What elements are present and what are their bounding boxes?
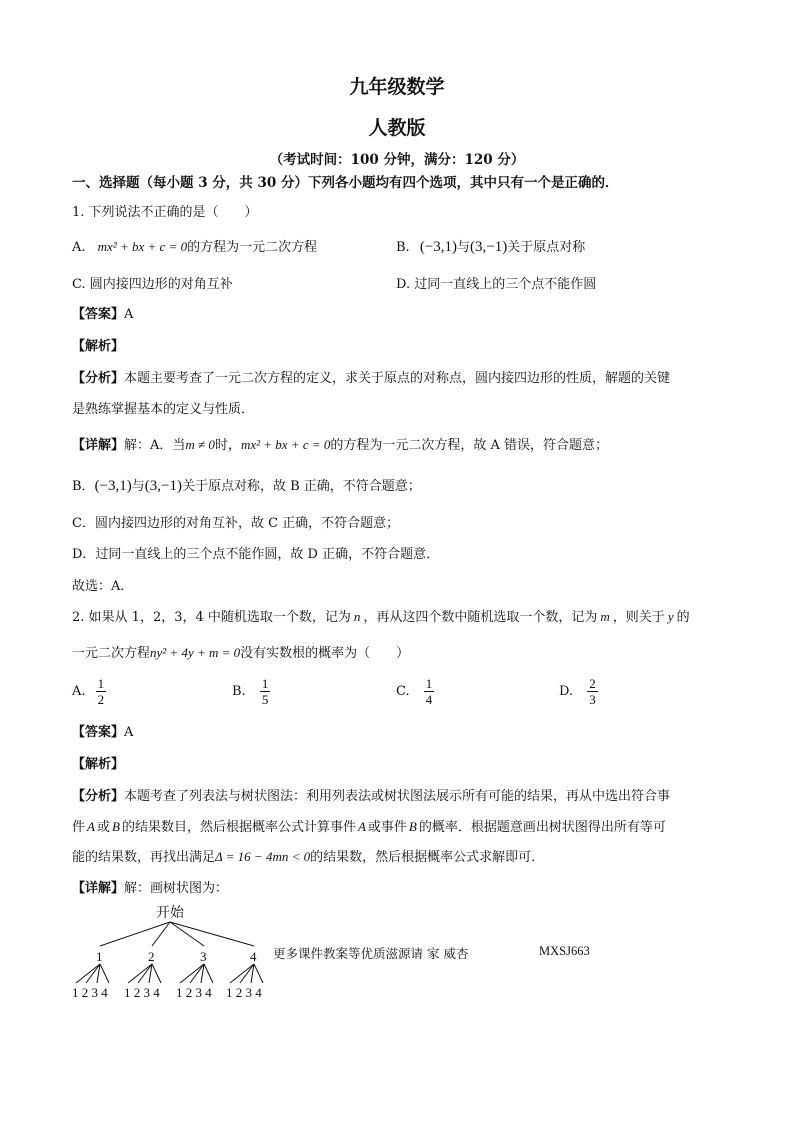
q2-fenxi-tag: 【分析】: [72, 789, 125, 804]
q1-option-b-label: B.: [396, 240, 410, 255]
q2-fenxi-3b: 的结果数，然后根据概率公式求解即可．: [310, 850, 545, 865]
q2-option-a-fraction: [96, 676, 107, 707]
q2-fenxi-2c: 的结果数目，然后根据概率公式计算事件: [121, 820, 356, 835]
q1-option-b-math2: (3,−1): [470, 239, 508, 255]
q2-fenxi-2a: 件: [72, 820, 86, 835]
q1-option-a-text: 的方程为一元二次方程: [187, 240, 318, 255]
q2-option-c-label: C.: [396, 684, 410, 699]
q2-stem-2b: 没有实数根的概率为（ ）: [240, 646, 410, 661]
tree-node-2: 2: [148, 949, 155, 964]
tree-leaves-2: 1 2 3 4: [124, 985, 160, 1000]
q2-detail-line1: [72, 877, 228, 896]
page-title: 九年级数学: [349, 76, 445, 98]
q1-detail-1m1: m ≠ 0: [185, 437, 215, 452]
q2-stem-1b: ，再从这四个数中随机选取一个数，记为: [363, 610, 598, 625]
q1-detail-2m1: (−3,1): [94, 478, 132, 494]
q1-fenxi-line1: [72, 367, 670, 386]
probability-tree-diagram: [70, 900, 290, 1000]
edition-label: 人教版: [368, 117, 426, 139]
tree-leaves-3: 1 2 3 4: [176, 985, 212, 1000]
q1-detail-1m2: mx² + bx + c = 0: [240, 437, 331, 452]
q2-fenxi-line2: [72, 816, 666, 835]
q2-fenxi-line3: [72, 846, 544, 865]
q1-analysis-tag: 【解析】: [72, 339, 125, 354]
tree-leaves-1: 1 2 3 4: [72, 985, 108, 1000]
q1-fenxi-tag: 【分析】: [72, 371, 125, 386]
tree-root-label: 开始: [156, 905, 184, 921]
q2-option-a-num: 1: [97, 676, 105, 691]
q1-answer: [72, 303, 133, 322]
q2-stem-m: m: [600, 609, 610, 624]
q2-fenxi-event-a: A: [87, 819, 95, 834]
q1-option-d: D. 过同一直线上的三个点不能作圆: [396, 277, 597, 292]
q1-detail-tag: 【详解】: [72, 438, 125, 453]
q2-stem-1c: ，则关于: [612, 610, 665, 625]
q2-option-d: [559, 676, 598, 707]
q2-stem-y: y: [667, 609, 674, 624]
q1-option-b: [396, 236, 585, 256]
q1-detail-1b: 时，: [214, 438, 241, 453]
q2-stem-line1: [72, 606, 690, 625]
q2-option-a-den: 2: [97, 692, 105, 707]
q2-option-b-fraction: [260, 676, 271, 707]
q1-answer-tag: 【答案】: [72, 307, 125, 322]
q2-fenxi-2e: 的概率．根据题意画出树状图得出所有等可: [418, 820, 666, 835]
section-heading: 一、选择题（每小题 3 分，共 30 分）下列各小题均有四个选项，其中只有一个是正确的．: [72, 175, 619, 191]
tree-node-4: 4: [250, 949, 257, 964]
q2-fenxi-event-b: B: [111, 819, 120, 834]
q2-fenxi-3math: Δ = 16 − 4mn < 0: [215, 849, 311, 864]
q1-choose: 故选：A．: [72, 579, 134, 594]
q1-option-a: [72, 236, 317, 255]
q2-fenxi-line1: [72, 785, 670, 804]
tree-root-branches: [100, 922, 254, 946]
q2-detail-text1: 解：画树状图为：: [124, 881, 229, 896]
q2-fenxi-event-b2: B: [408, 819, 417, 834]
q1-detail-2m2: (3,−1): [144, 478, 182, 494]
q2-option-c: [396, 676, 434, 707]
q2-option-b: [232, 676, 270, 707]
watermark-text: 更多课件教案等优质滋源请 家 威杏: [273, 946, 469, 961]
q2-answer: [72, 721, 133, 740]
q2-option-a-label: A.: [72, 684, 86, 699]
q2-option-d-label: D.: [559, 684, 574, 699]
tree-leaves-4: 1 2 3 4: [226, 985, 262, 1000]
q1-option-b-mid: 与: [457, 240, 471, 255]
q2-option-c-fraction: [424, 676, 435, 707]
q1-detail-1c: 的方程为一元二次方程，故 A 错误，符合题意；: [330, 438, 609, 453]
q2-option-b-num: 1: [261, 676, 269, 691]
q2-stem-1a: 2. 如果从 1，2，3，4 中随机选取一个数，记为: [72, 610, 351, 625]
q2-fenxi-event-a2: A: [357, 819, 366, 834]
q2-option-d-num: 2: [589, 676, 596, 691]
q2-analysis-tag: 【解析】: [72, 757, 125, 772]
q1-detail-2b: 与: [131, 479, 145, 494]
q2-answer-tag: 【答案】: [72, 725, 125, 740]
q2-option-c-num: 1: [425, 676, 433, 691]
q2-option-c-den: 4: [425, 692, 433, 707]
q2-stem-math: ny² + 4y + m = 0: [150, 645, 241, 660]
q2-option-d-fraction: [587, 676, 598, 707]
q2-fenxi-2d: 或事件: [367, 820, 407, 835]
q1-option-c: C. 圆内接四边形的对角互补: [72, 277, 233, 292]
exam-info: （考试时间：100 分钟，满分：120 分）: [269, 152, 525, 168]
q1-detail-2a: B．: [72, 479, 95, 494]
q1-option-a-math: mx² + bx + c = 0: [97, 239, 188, 254]
q1-option-b-text: 关于原点对称: [507, 240, 586, 255]
q1-option-b-math1: (−3,1): [419, 239, 458, 255]
q2-stem-2a: 一元二次方程: [72, 646, 151, 661]
q2-fenxi-text1: 本题考查了列表法与树状图法：利用列表法或树状图法展示所有可能的结果，再从中选出符合事: [124, 789, 671, 804]
q1-option-a-label: A.: [72, 240, 86, 255]
q2-fenxi-3a: 能的结果数，再找出满足: [72, 850, 216, 865]
watermark-code: MXSJ663: [539, 944, 590, 958]
q2-option-b-label: B.: [232, 684, 246, 699]
q1-answer-value: A: [124, 307, 134, 322]
q1-detail-line1: [72, 434, 608, 453]
q1-detail-line3: C．圆内接四边形的对角互补，故 C 正确，不符合题意；: [72, 516, 400, 531]
q1-stem: 1. 下列说法不正确的是（ ）: [72, 205, 258, 220]
q2-answer-value: A: [124, 725, 134, 740]
q1-detail-2c: 关于原点对称，故 B 正确，不符合题意；: [181, 479, 421, 494]
tree-node-1: 1: [96, 949, 103, 964]
q2-detail-tag: 【详解】: [72, 881, 125, 896]
q2-option-b-den: 5: [261, 692, 269, 707]
q1-detail-line4: D．过同一直线上的三个点不能作圆，故 D 正确，不符合题意．: [72, 547, 440, 562]
q2-option-a: [72, 676, 106, 707]
q1-detail-1a: 解：A．当: [124, 438, 186, 453]
q2-stem-line2: [72, 642, 409, 661]
q2-option-d-den: 3: [589, 692, 596, 707]
tree-node-3: 3: [200, 949, 207, 964]
q1-fenxi-line2: 是熟练掌握基本的定义与性质．: [72, 402, 255, 417]
q2-fenxi-2b: 或: [96, 820, 110, 835]
q2-stem-1d: 的: [676, 610, 690, 625]
tree-leaf-branches: [76, 964, 263, 983]
q1-fenxi-text1: 本题主要考查了一元二次方程的定义，求关于原点的对称点，圆内接四边形的性质，解题的关键: [124, 371, 671, 386]
q1-detail-line2: [72, 475, 421, 495]
q2-stem-n: n: [353, 609, 361, 624]
